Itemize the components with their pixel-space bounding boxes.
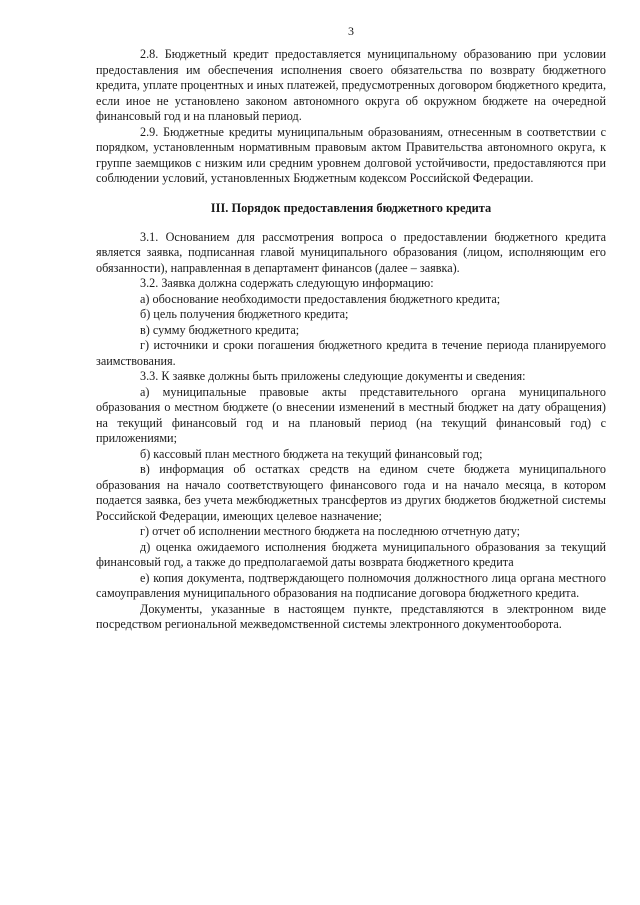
list-item-3-3-e: е) копия документа, подтверждающего полномочия должностного лица органа местного самоуправления муниципального образования на подписание договора бюджетного кредита. <box>96 570 606 600</box>
list-item-3-2-v: в) сумму бюджетного кредита; <box>140 322 300 337</box>
list-item-3-3-b: б) кассовый план местного бюджета на текущий финансовый год; <box>140 446 483 461</box>
list-item-3-2-a: а) обоснование необходимости предоставления бюджетного кредита; <box>140 291 501 306</box>
page-number: 3 <box>348 24 354 38</box>
paragraph-3-1: 3.1. Основанием для рассмотрения вопроса о предоставлении бюджетного кредита является заявка, подписанная главой муниципального образования (лицом, исполняющим его обязанности), направленная в департамент финансов (далее – заявка). <box>96 229 606 275</box>
list-item-3-3-v: в) информация об остатках средств на едином счете бюджета муниципального образования на начало соответствующего финансового года и на начало месяца, в котором подается заявка, без учета межбюджетных трансфертов из других бюджетов бюджетной системы Российской Федерации, имеющих целевое назначение; <box>96 462 606 523</box>
list-item-3-2-b: б) цель получения бюджетного кредита; <box>140 307 349 321</box>
paragraph-2-8: 2.8. Бюджетный кредит предоставляется муниципальному образованию при условии предоставления им обеспечения исполнения своего обязательства по возврату бюджетного кредита, уплате процентных и иных платежей, предусмотренных договором бюджетного кредита, если иное не установлено законом автономного округа об окружном бюджете на очередной финансовый год и на плановый период. <box>96 47 606 123</box>
document-body <box>96 47 606 633</box>
paragraph-3-2: 3.2. Заявка должна содержать следующую информацию: <box>140 276 434 290</box>
section-heading: III. Порядок предоставления бюджетного кредита <box>210 200 492 215</box>
paragraph-3-3: 3.3. К заявке должны быть приложены следующие документы и сведения: <box>140 369 526 383</box>
paragraph-2-9: 2.9. Бюджетные кредиты муниципальным образованиям, отнесенным в соответствии с порядком, установленным нормативным правовым актом Правительства автономного округа, к группе заемщиков с низким или средним уровнем долговой устойчивости, предоставляются при соблюдении условий, установленных Бюджетным кодексом Российской Федерации. <box>96 124 606 185</box>
list-item-3-3-g: г) отчет об исполнении местного бюджета на последнюю отчетную дату; <box>140 524 521 538</box>
list-item-3-2-g: г) источники и сроки погашения бюджетного кредита в течение периода планируемого заимствования. <box>96 338 606 368</box>
paragraph-documents-note: Документы, указанные в настоящем пункте, представляются в электронном виде посредством региональной межведомственной системы электронного документооборота. <box>96 601 606 631</box>
list-item-3-3-a: а) муниципальные правовые акты представительного органа муниципального образования о местном бюджете (о внесении изменений в местный бюджет на дату обращения) на текущий финансовый год и на плановый период (на текущий финансовый год) с приложениями; <box>96 384 606 445</box>
list-item-3-3-d: д) оценка ожидаемого исполнения бюджета муниципального образования за текущий финансовый год, а также до предполагаемой даты возврата бюджетного кредита <box>96 539 606 569</box>
